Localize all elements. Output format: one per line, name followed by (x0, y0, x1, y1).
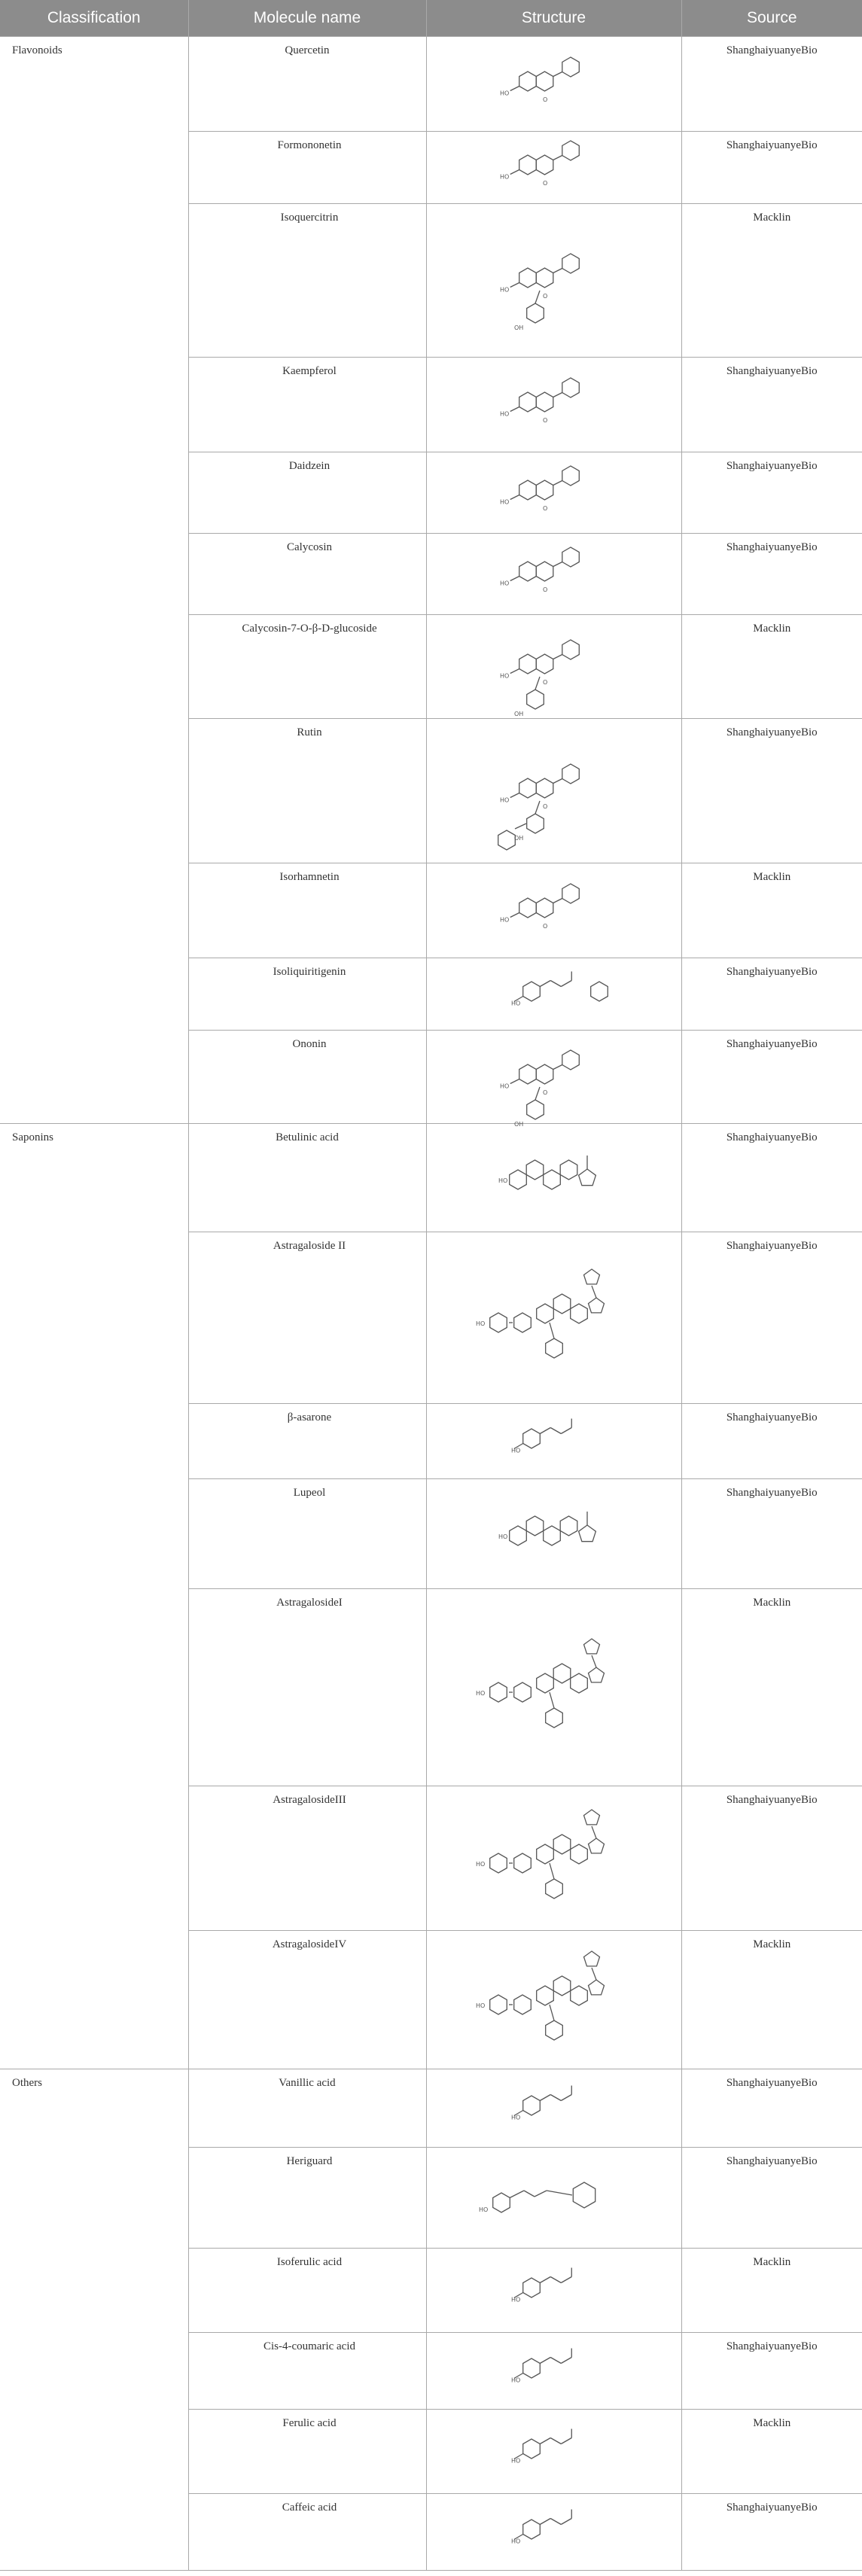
structure-cell (426, 1931, 681, 2069)
flavonol-structure-icon (441, 863, 667, 952)
svg-text:HO: HO (475, 2002, 485, 2009)
source-cell: ShanghaiyuanyeBio (681, 1404, 862, 1479)
source-cell: Macklin (681, 615, 862, 719)
svg-text:OH: OH (513, 835, 523, 842)
triterpene-structure-icon (441, 1479, 667, 1583)
saponin-structure-icon (441, 1589, 667, 1780)
structure-cell (426, 719, 681, 863)
svg-text:O: O (542, 505, 547, 512)
source-cell: ShanghaiyuanyeBio (681, 1786, 862, 1931)
benzoic-acid-structure-icon (441, 2069, 667, 2142)
structure-cell (426, 452, 681, 534)
structure-cell (426, 2249, 681, 2333)
source-cell: Macklin (681, 2410, 862, 2494)
structure-cell (426, 863, 681, 958)
svg-text:HO: HO (510, 2538, 520, 2545)
molecule-name-cell: Caffeic acid (188, 2494, 426, 2571)
flavonoid-glycoside-structure-icon (441, 204, 667, 352)
structure-cell (426, 2410, 681, 2494)
structure-cell (426, 1589, 681, 1786)
isoflavone-structure-icon (441, 452, 667, 528)
header-molecule-name: Molecule name (188, 0, 426, 37)
classification-cell: Saponins (0, 1124, 188, 2069)
classification-cell: Flavonoids (0, 37, 188, 1124)
molecule-name-cell: Formononetin (188, 132, 426, 204)
cinnamic-acid-structure-icon (441, 2494, 667, 2565)
structure-cell (426, 1786, 681, 1931)
svg-text:HO: HO (499, 498, 509, 506)
svg-text:HO: HO (499, 796, 509, 804)
table-row (0, 2069, 862, 2148)
svg-text:O: O (542, 803, 547, 810)
table-body (0, 37, 862, 2571)
molecule-name-cell: AstragalosideIII (188, 1786, 426, 1931)
svg-text:HO: HO (499, 580, 509, 587)
cinnamic-acid-structure-icon (441, 2410, 667, 2488)
molecule-name-cell: Betulinic acid (188, 1124, 426, 1232)
svg-text:O: O (542, 96, 547, 103)
chalcone-structure-icon (441, 958, 667, 1025)
structure-cell (426, 2148, 681, 2249)
svg-text:O: O (542, 679, 547, 686)
molecule-name-cell: Ferulic acid (188, 2410, 426, 2494)
svg-text:HO: HO (475, 1690, 485, 1697)
table-row (0, 1124, 862, 1232)
molecule-name-cell: Lupeol (188, 1479, 426, 1589)
svg-text:OH: OH (513, 711, 523, 717)
svg-text:HO: HO (510, 2457, 520, 2465)
source-cell: Macklin (681, 204, 862, 358)
svg-text:O: O (542, 180, 547, 187)
classification-cell: Others (0, 2069, 188, 2571)
source-cell: ShanghaiyuanyeBio (681, 37, 862, 132)
source-cell: ShanghaiyuanyeBio (681, 132, 862, 204)
svg-text:HO: HO (510, 2296, 520, 2303)
source-cell: ShanghaiyuanyeBio (681, 358, 862, 452)
flavonoid-diglycoside-structure-icon (441, 719, 667, 857)
chlorogenic-acid-structure-icon (441, 2148, 667, 2243)
molecule-name-cell: Rutin (188, 719, 426, 863)
svg-text:O: O (542, 417, 547, 424)
molecule-name-cell: AstragalosideI (188, 1589, 426, 1786)
table-row (0, 37, 862, 132)
molecule-name-cell: Kaempferol (188, 358, 426, 452)
saponin-structure-icon (441, 1786, 667, 1925)
structure-cell (426, 958, 681, 1031)
source-cell: ShanghaiyuanyeBio (681, 2148, 862, 2249)
cinnamic-acid-structure-icon (441, 2249, 667, 2327)
isoflavone-structure-icon (441, 132, 667, 198)
molecule-name-cell: Vanillic acid (188, 2069, 426, 2148)
svg-text:O: O (542, 586, 547, 593)
molecule-name-cell: Isoferulic acid (188, 2249, 426, 2333)
source-cell: ShanghaiyuanyeBio (681, 2494, 862, 2571)
saponin-structure-icon (441, 1931, 667, 2063)
source-cell: ShanghaiyuanyeBio (681, 719, 862, 863)
molecule-name-cell: β-asarone (188, 1404, 426, 1479)
flavonol-structure-icon (441, 358, 667, 446)
source-cell: Macklin (681, 1931, 862, 2069)
source-cell: Macklin (681, 863, 862, 958)
source-cell: ShanghaiyuanyeBio (681, 2069, 862, 2148)
svg-text:HO: HO (475, 1320, 485, 1327)
source-cell: ShanghaiyuanyeBio (681, 452, 862, 534)
header-source: Source (681, 0, 862, 37)
molecule-name-cell: Isorhamnetin (188, 863, 426, 958)
svg-text:O: O (542, 923, 547, 930)
source-cell: Macklin (681, 1589, 862, 1786)
cinnamic-acid-structure-icon (441, 2333, 667, 2404)
structure-cell (426, 358, 681, 452)
header-classification: Classification (0, 0, 188, 37)
structure-cell (426, 2069, 681, 2148)
header-structure: Structure (426, 0, 681, 37)
svg-text:HO: HO (510, 2377, 520, 2384)
molecule-name-cell: Ononin (188, 1031, 426, 1124)
phenylpropene-structure-icon (441, 1404, 667, 1473)
svg-text:HO: HO (510, 1447, 520, 1454)
svg-text:HO: HO (499, 916, 509, 924)
svg-text:HO: HO (510, 2114, 520, 2121)
source-cell: ShanghaiyuanyeBio (681, 1232, 862, 1404)
molecule-name-cell: Astragaloside II (188, 1232, 426, 1404)
isoflavone-glycoside-structure-icon (441, 615, 667, 717)
isoflavone-glycoside-structure-icon (441, 1031, 667, 1128)
svg-text:HO: HO (499, 672, 509, 680)
structure-cell (426, 1232, 681, 1404)
svg-text:OH: OH (513, 1121, 523, 1128)
molecule-name-cell: Isoliquiritigenin (188, 958, 426, 1031)
structure-cell (426, 1124, 681, 1232)
molecule-name-cell: Heriguard (188, 2148, 426, 2249)
svg-text:HO: HO (499, 410, 509, 418)
svg-text:O: O (542, 293, 547, 300)
svg-text:HO: HO (499, 90, 509, 97)
molecule-name-cell: Calycosin-7-O-β-D-glucoside (188, 615, 426, 719)
structure-cell (426, 615, 681, 719)
svg-text:HO: HO (498, 1177, 507, 1184)
svg-text:HO: HO (499, 1082, 509, 1090)
svg-text:OH: OH (513, 324, 523, 331)
structure-cell (426, 534, 681, 615)
svg-text:HO: HO (510, 1000, 520, 1007)
source-cell: ShanghaiyuanyeBio (681, 958, 862, 1031)
svg-text:HO: HO (499, 173, 509, 181)
structure-cell (426, 2333, 681, 2410)
isoflavone-structure-icon (441, 534, 667, 609)
molecule-name-cell: Calycosin (188, 534, 426, 615)
structure-cell (426, 1031, 681, 1128)
triterpene-structure-icon (441, 1124, 667, 1226)
structure-cell (426, 204, 681, 358)
structure-cell (426, 2494, 681, 2571)
svg-text:HO: HO (499, 286, 509, 294)
svg-text:HO: HO (478, 2206, 488, 2213)
saponin-structure-icon (441, 1232, 667, 1398)
svg-text:HO: HO (498, 1533, 507, 1540)
structure-cell (426, 37, 681, 132)
molecule-name-cell: Isoquercitrin (188, 204, 426, 358)
flavonol-structure-icon (441, 37, 667, 126)
header-row (0, 0, 862, 37)
molecule-name-cell: Cis-4-coumaric acid (188, 2333, 426, 2410)
source-cell: ShanghaiyuanyeBio (681, 1479, 862, 1589)
structure-cell (426, 1404, 681, 1479)
molecule-name-cell: Daidzein (188, 452, 426, 534)
structure-cell (426, 132, 681, 204)
structure-cell (426, 1479, 681, 1589)
source-cell: Macklin (681, 2249, 862, 2333)
source-cell: ShanghaiyuanyeBio (681, 1124, 862, 1232)
source-cell: ShanghaiyuanyeBio (681, 2333, 862, 2410)
source-cell: ShanghaiyuanyeBio (681, 1031, 862, 1124)
molecule-name-cell: AstragalosideIV (188, 1931, 426, 2069)
svg-text:O: O (542, 1089, 547, 1096)
svg-text:HO: HO (475, 1861, 485, 1868)
molecule-name-cell: Quercetin (188, 37, 426, 132)
source-cell: ShanghaiyuanyeBio (681, 534, 862, 615)
